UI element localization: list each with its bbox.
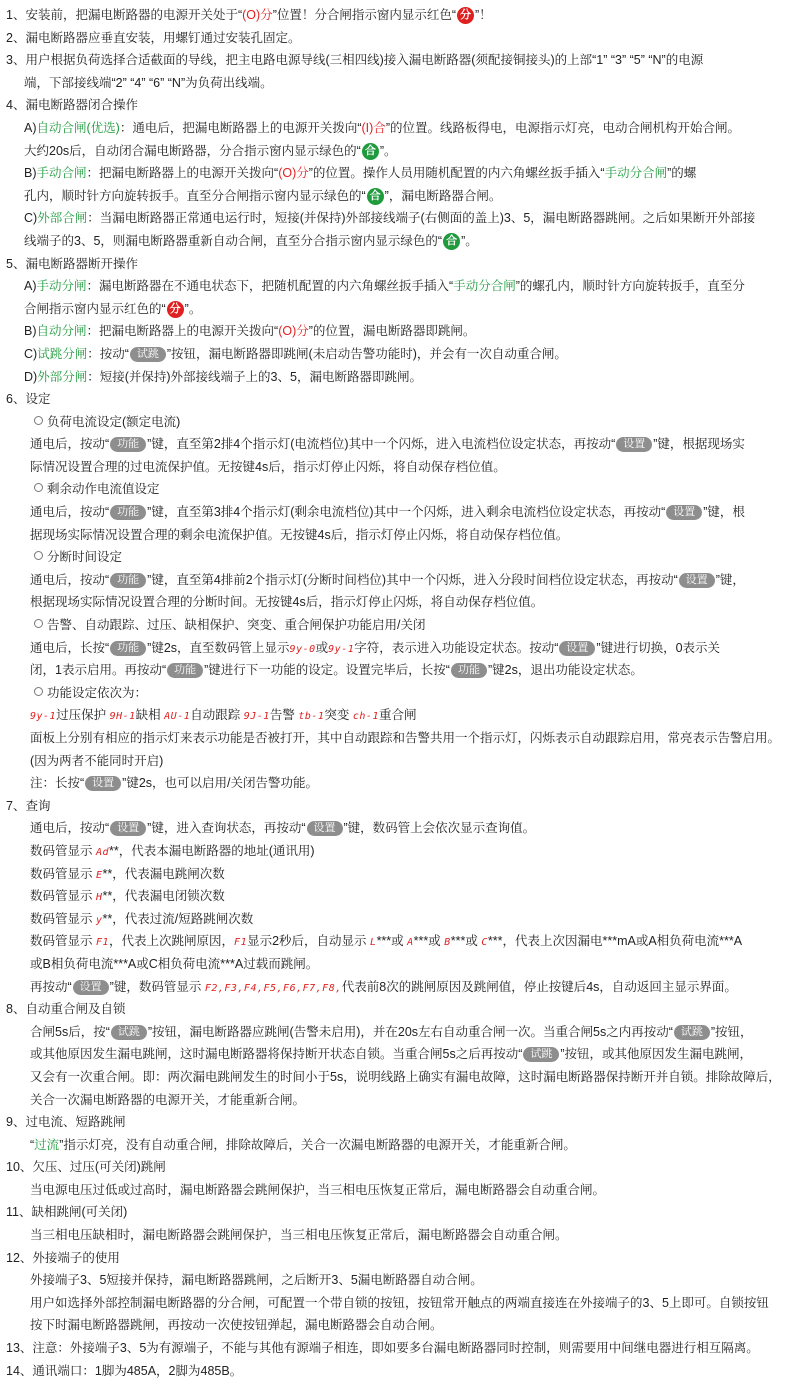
text-line <box>6 162 794 185</box>
text-segment: 数码管显示 <box>30 843 96 858</box>
text-segment: 大约20s后，自动闭合漏电断路器，分合指示窗内显示绿色的“ <box>24 143 361 158</box>
text-line <box>6 885 794 908</box>
text-line <box>6 863 794 886</box>
switch-position-label: (O)分 <box>278 324 309 339</box>
open-indicator-badge: 分 <box>167 301 184 318</box>
text-segment: 13、注意：外接端子3、5为有源端子，不能与其他有源端子相连，即如要多台漏电断路器同时控制，则需要用中间继电器进行相互隔离。 <box>6 1341 759 1356</box>
text-segment: ”，漏电断路器合闸。 <box>384 188 502 203</box>
text-segment: ：把漏电断路器上的电源开关拨向“ <box>86 166 279 181</box>
text-line <box>6 659 794 682</box>
text-segment: 当三相电压缺相时，漏电断路器会跳闸保护，当三相电压恢复正常后，漏电断路器会自动重合闸。 <box>30 1228 568 1243</box>
text-line <box>6 320 794 343</box>
segment-display-code: F1 <box>95 937 110 949</box>
segment-display-code: ch-1 <box>352 711 379 723</box>
operation-term: 过流 <box>34 1137 60 1152</box>
circle-bullet-icon <box>34 483 43 492</box>
text-segment: ”！ <box>475 8 492 22</box>
panel-key-label: 功能 <box>110 641 146 656</box>
text-segment: ”键，根据现场实 <box>653 437 745 452</box>
open-indicator-badge: 分 <box>457 7 474 24</box>
text-segment: ”位置！分合闸指示窗内显示红色“ <box>272 8 457 22</box>
text-segment: 外接端子3、5短接并保持，漏电断路器跳闸，之后断开3、5漏电断路器自动合闸。 <box>30 1273 483 1288</box>
text-segment: 4、漏电断路器闭合操作 <box>6 98 138 113</box>
text-segment: 功能设定依次为： <box>47 685 148 700</box>
text-line <box>6 637 794 660</box>
text-segment: 告警、自动跟踪、过压、缺相保护、突变、重合闸保护功能启用/关闭 <box>47 618 426 633</box>
text-line <box>6 817 794 840</box>
subsection-heading <box>6 682 794 705</box>
panel-key-label: 功能 <box>110 437 146 452</box>
text-segment: ”键，直至第4排前2个指示灯(分断时间档位)其中一个闪烁，进入分段时间档位设定状态，再按动“ <box>147 572 678 587</box>
text-line <box>6 1292 794 1315</box>
text-segment: ”键2s，退出功能设定状态。 <box>487 663 643 678</box>
panel-key-label: 设置 <box>73 980 109 995</box>
text-segment: ”键进行下一功能的设定。设置完毕后，长按“ <box>204 663 450 678</box>
text-segment: 数码管显示 <box>30 911 96 926</box>
text-segment: 通电后，按动“ <box>30 572 110 587</box>
text-segment: ：按动“ <box>87 346 129 361</box>
text-line <box>6 72 794 95</box>
text-segment: 线端子的3、5，则漏电断路器重新自动合闸，直至分合指示窗内显示绿色的“ <box>24 233 443 248</box>
circle-bullet-icon <box>34 551 43 560</box>
text-segment: ”按钮，漏电断路器应跳闸(告警未启用)，并在20s左右自动重合闸一次。当重合闸5s之内再按动“ <box>147 1024 673 1039</box>
text-segment: 突变 <box>324 708 353 723</box>
subsection-heading <box>6 614 794 637</box>
circle-bullet-icon <box>34 416 43 425</box>
segment-display-code: AU-1 <box>164 711 191 723</box>
text-segment: 7、查询 <box>6 798 51 813</box>
text-line <box>6 1224 794 1247</box>
text-segment: 数码管显示 <box>30 889 96 904</box>
panel-key-label: 设置 <box>679 573 715 588</box>
text-segment: **，代表漏电跳闸次数 <box>102 866 225 881</box>
text-line <box>6 253 794 276</box>
segment-display-code: A <box>407 937 414 949</box>
text-line <box>6 366 794 389</box>
segment-display-code: y <box>95 914 103 926</box>
operation-term: 外部分闸 <box>37 369 88 384</box>
text-segment: ：当漏电断路器正常通电运行时，短接(并保持)外部接线端子(右侧面的盖上)3、5，漏电断路器跳闸。之后如果断开外部接 <box>87 211 756 226</box>
text-segment: C) <box>24 346 38 361</box>
text-line <box>6 772 794 795</box>
text-segment: ”键，数码管上会依次显示查询值。 <box>343 821 536 836</box>
text-segment: ***或 <box>413 934 445 949</box>
text-segment: 又会有一次重合闸。即：两次漏电跳闸发生的时间小于5s，说明线路上确实有漏电故障，这时漏电断路器保持断开并自锁。排除故障后， <box>30 1069 781 1084</box>
text-segment: 重合闸 <box>378 708 417 723</box>
text-segment: 数码管显示 <box>30 866 96 881</box>
text-line <box>6 953 794 976</box>
text-line <box>6 727 794 750</box>
text-segment: 剩余动作电流值设定 <box>47 482 160 497</box>
panel-key-label: 设置 <box>307 821 343 836</box>
text-segment: B) <box>24 166 37 181</box>
text-line <box>6 1021 794 1044</box>
text-segment: 6、设定 <box>6 392 51 407</box>
segment-display-code: B <box>444 937 451 949</box>
text-segment: 用户如选择外部控制漏电断路器的分合闸，可配置一个带自锁的按钮，按钮常开触点的两端直接连在外接端子的3、5上即可。自锁按钮 <box>30 1295 769 1310</box>
text-segment: ”的螺孔内，顺时针方向旋转扳手，直至分 <box>515 279 745 294</box>
segment-display-code: Ad <box>95 846 110 858</box>
text-line <box>6 140 794 163</box>
text-segment: ”按钮， <box>710 1024 753 1039</box>
text-line <box>6 750 794 773</box>
text-segment: 或B相负荷电流***A或C相负荷电流***A过载而跳闸。 <box>30 956 319 971</box>
segment-display-code: F1 <box>234 937 248 949</box>
text-segment: 注：长按“ <box>30 776 85 791</box>
text-segment: ”。 <box>379 143 397 158</box>
text-line <box>6 275 794 298</box>
text-line <box>6 117 794 140</box>
text-segment: ：通电后，把漏电断路器上的电源开关拨向“ <box>119 120 362 135</box>
panel-key-label: 设置 <box>666 505 702 520</box>
text-segment: ”键，数码管显示 <box>109 979 205 994</box>
text-segment: 8、自动重合闸及自锁 <box>6 1002 126 1017</box>
text-segment: B) <box>24 324 37 339</box>
text-line <box>6 1111 794 1134</box>
text-segment: D) <box>24 369 38 384</box>
text-line <box>6 591 794 614</box>
text-line <box>6 94 794 117</box>
panel-key-label: 功能 <box>451 663 487 678</box>
text-segment: ”键，进入查询状态，再按动“ <box>147 821 306 836</box>
operation-term: 手动分合闸 <box>604 166 668 181</box>
text-segment: 11、缺相跳闸(可关闭) <box>6 1205 128 1220</box>
text-line <box>6 298 794 321</box>
switch-position-label: (O)分 <box>278 166 309 181</box>
text-segment: 14、通讯端口：1脚为485A，2脚为485B。 <box>6 1363 243 1378</box>
text-segment: ”按钮，漏电断路器即跳闸(未启动告警功能时)，并会有一次自动重合闸。 <box>166 346 567 361</box>
subsection-heading <box>6 478 794 501</box>
segment-display-code: 9y-1 <box>30 711 57 723</box>
text-segment: 面板上分别有相应的指示灯来表示功能是否被打开，其中自动跟踪和告警共用一个指示灯，闪烁表示自动跟踪启用，常亮表示告警启用。 <box>30 731 781 745</box>
closed-indicator-badge: 合 <box>367 188 384 205</box>
text-segment: A) <box>24 279 37 294</box>
subsection-heading <box>6 411 794 434</box>
text-segment: 9、过电流、短路跳闸 <box>6 1115 126 1130</box>
text-segment: ”键，根 <box>703 505 745 520</box>
segment-display-code: L <box>370 937 377 949</box>
text-segment: 缺相 <box>135 708 165 723</box>
closed-indicator-badge: 合 <box>362 143 379 160</box>
text-line <box>6 1337 794 1360</box>
text-segment: 显示2秒后，自动显示 <box>247 934 371 949</box>
text-segment: “ <box>30 1137 35 1152</box>
text-segment: 通电后，长按“ <box>30 640 110 655</box>
text-segment: 通电后，按动“ <box>30 437 110 452</box>
text-segment: 代表前8次的跳闸原因及跳闸值，停止按键后4s，自动返回主显示界面。 <box>341 979 737 994</box>
circle-bullet-icon <box>34 619 43 628</box>
switch-position-label: (O)分 <box>242 8 273 22</box>
segment-display-code: E <box>95 869 103 881</box>
text-line <box>6 456 794 479</box>
text-line <box>6 27 794 50</box>
text-line <box>6 433 794 456</box>
text-line <box>6 795 794 818</box>
text-segment: ***或 <box>450 934 482 949</box>
subsection-heading <box>6 546 794 569</box>
operation-term: 自动分闸 <box>36 324 87 339</box>
segment-display-code: H <box>95 892 103 904</box>
text-segment: 5、漏电断路器断开操作 <box>6 256 138 271</box>
text-segment: **，代表过流/短路跳闸次数 <box>102 911 254 926</box>
text-segment: ”的螺 <box>667 166 697 181</box>
text-segment: 再按动“ <box>30 979 72 994</box>
text-segment: 或 <box>315 640 329 655</box>
text-line <box>6 1089 794 1112</box>
text-segment: C) <box>24 211 38 226</box>
text-segment: ”。 <box>461 233 478 248</box>
operation-term: 自动合闸(优选) <box>36 120 120 135</box>
segment-display-code: 9y-1 <box>328 643 355 655</box>
text-segment: ”。 <box>184 301 202 316</box>
circle-bullet-icon <box>34 687 43 696</box>
text-segment: 或其他原因发生漏电跳闸，这时漏电断路器将保持断开状态自锁。当重合闸5s之后再按动“ <box>30 1047 523 1062</box>
segment-display-code: 9y-0 <box>289 643 316 655</box>
text-segment: 际情况设置合理的过电流保护值。无按键4s后，指示灯停止闪烁，将自动保存档位值。 <box>30 459 506 474</box>
text-segment: ”的位置，漏电断路器即跳闸。 <box>308 324 476 339</box>
text-line <box>6 704 794 727</box>
panel-key-label: 试跳 <box>523 1047 559 1062</box>
text-segment: ：漏电断路器在不通电状态下，把随机配置的内六角螺丝扳手插入“ <box>86 279 454 294</box>
text-line <box>6 207 794 230</box>
text-segment: 按下时漏电断路器跳闸，再按动一次使按钮弹起，漏电断路器会自动合闸。 <box>30 1318 443 1333</box>
text-line <box>6 569 794 592</box>
text-segment: 3、用户根据负荷选择合适截面的导线，把主电路电源导线(三相四线)接入漏电断路器(须配接铜接头)的上部“1” “3” “5” “N”的电源 <box>6 53 704 68</box>
text-segment: ，代表上次跳闸原因， <box>109 934 235 949</box>
text-segment: **，代表本漏电断路器的地址(通讯用) <box>109 843 315 858</box>
text-line <box>6 343 794 366</box>
text-segment: 10、欠压、过压(可关闭)跳闸 <box>6 1160 166 1175</box>
text-segment: 合闸5s后，按“ <box>30 1024 110 1039</box>
panel-key-label: 设置 <box>85 776 121 791</box>
operation-term: 外部合闸 <box>37 211 88 226</box>
panel-key-label: 试跳 <box>130 347 166 362</box>
text-line <box>6 1314 794 1337</box>
text-segment: ”键2s，也可以启用/关闭告警功能。 <box>122 776 319 791</box>
text-line <box>6 840 794 863</box>
text-segment: ：把漏电断路器上的电源开关拨向“ <box>86 324 279 339</box>
text-segment: ”的位置。操作人员用随机配置的内六角螺丝扳手插入“ <box>308 166 605 181</box>
text-segment: ”键，直至第3排4个指示灯(剩余电流档位)其中一个闪烁，进入剩余电流档位设定状态，再按动“ <box>147 505 666 520</box>
text-segment: 1、安装前，把漏电断路器的电源开关处于“ <box>6 8 243 22</box>
text-line <box>6 930 794 953</box>
panel-key-label: 试跳 <box>111 1025 147 1040</box>
operation-term: 手动分闸 <box>36 279 87 294</box>
panel-key-label: 设置 <box>559 641 595 656</box>
text-segment: A) <box>24 120 37 135</box>
text-segment: 告警 <box>269 708 299 723</box>
panel-key-label: 功能 <box>110 573 146 588</box>
text-line <box>6 524 794 547</box>
text-segment: 关合一次漏电断路器的电源开关，才能重新合闸。 <box>30 1092 306 1107</box>
text-segment: 通电后，按动“ <box>30 821 110 836</box>
segment-display-code: 9H-1 <box>109 711 136 723</box>
text-segment: ***或 <box>376 934 408 949</box>
text-segment: 字符，表示进入功能设定状态。按动“ <box>354 640 559 655</box>
text-line <box>6 1247 794 1270</box>
text-segment: ”键，直至第2排4个指示灯(电流档位)其中一个闪烁，进入电流档位设定状态，再按动“ <box>147 437 616 452</box>
text-segment: ”指示灯亮，没有自动重合闸，排除故障后，关合一次漏电断路器的电源开关，才能重新合闸。 <box>59 1137 576 1152</box>
text-line <box>6 1066 794 1089</box>
text-segment: ”键， <box>715 572 745 587</box>
text-line <box>6 230 794 253</box>
text-line <box>6 1360 794 1382</box>
text-segment: 孔内，顺时针方向旋转扳手。直至分合闸指示窗内显示绿色的“ <box>24 188 366 203</box>
text-line <box>6 501 794 524</box>
segment-display-code: F2,F3,F4,F5,F6,F7,F8, <box>204 982 342 994</box>
text-line <box>6 998 794 1021</box>
text-line <box>6 1043 794 1066</box>
text-line <box>6 1134 794 1157</box>
text-segment: ”的位置。线路板得电，电源指示灯亮，电动合闸机构开始合闸。 <box>385 120 740 135</box>
text-segment: 闭，1表示启用。再按动“ <box>30 663 167 678</box>
text-line <box>6 1269 794 1292</box>
text-segment: 12、外接端子的使用 <box>6 1250 120 1265</box>
panel-key-label: 设置 <box>110 821 146 836</box>
panel-key-label: 设置 <box>616 437 652 452</box>
operation-term: 手动分合闸 <box>453 279 516 294</box>
text-line <box>6 1179 794 1202</box>
text-segment: 负荷电流设定(额定电流) <box>47 414 181 429</box>
text-line <box>6 185 794 208</box>
segment-display-code: 9J-1 <box>243 711 270 723</box>
text-line <box>6 49 794 72</box>
text-segment: ”键2s，直至数码管上显示 <box>147 640 290 655</box>
text-line <box>6 908 794 931</box>
panel-key-label: 功能 <box>167 663 203 678</box>
text-line <box>6 1201 794 1224</box>
text-segment: 数码管显示 <box>30 934 96 949</box>
panel-key-label: 试跳 <box>674 1025 710 1040</box>
text-line <box>6 1156 794 1179</box>
text-line <box>6 976 794 999</box>
text-segment: 分断时间设定 <box>47 550 123 565</box>
text-segment: 端，下部接线端“2” “4” “6” “N”为负荷出线端。 <box>24 75 273 90</box>
text-segment: ***，代表上次因漏电***mA或A相负荷电流***A <box>487 934 743 949</box>
text-segment: 2、漏电断路器应垂直安装，用螺钉通过安装孔固定。 <box>6 30 301 45</box>
text-segment: **，代表漏电闭锁次数 <box>102 889 225 904</box>
text-segment: 合闸指示窗内显示红色的“ <box>24 301 166 316</box>
text-segment: 据现场实际情况设置合理的剩余电流保护值。无按键4s后，指示灯停止闪烁，将自动保存档位值。 <box>30 527 569 542</box>
closed-indicator-badge: 合 <box>443 233 460 250</box>
operation-term: 手动合闸 <box>36 166 87 181</box>
text-segment: ：短接(并保持)外部接线端子上的3、5，漏电断路器即跳闸。 <box>87 369 422 384</box>
text-segment: ”按钮，或其他原因发生漏电跳闸， <box>560 1047 753 1062</box>
panel-key-label: 功能 <box>110 505 146 520</box>
text-segment: 根据现场实际情况设置合理的分断时间。无按键4s后，指示灯停止闪烁，将自动保存档位值。 <box>30 595 544 610</box>
text-segment: 通电后，按动“ <box>30 505 110 520</box>
text-line <box>6 388 794 411</box>
text-segment: ”键进行切换，0表示关 <box>596 640 721 655</box>
segment-display-code: tb-1 <box>298 711 325 723</box>
text-segment: 过压保护 <box>56 708 110 723</box>
switch-position-label: (I)合 <box>361 120 386 135</box>
text-segment: 自动跟踪 <box>190 708 244 723</box>
text-segment: 当电源电压过低或过高时，漏电断路器会跳闸保护，当三相电压恢复正常后，漏电断路器会自动重合闸。 <box>30 1182 606 1197</box>
text-line <box>6 4 794 27</box>
operation-term: 试跳分闸 <box>37 346 88 361</box>
text-segment: (因为两者不能同时开启) <box>30 753 164 768</box>
segment-display-code: C <box>481 937 488 949</box>
